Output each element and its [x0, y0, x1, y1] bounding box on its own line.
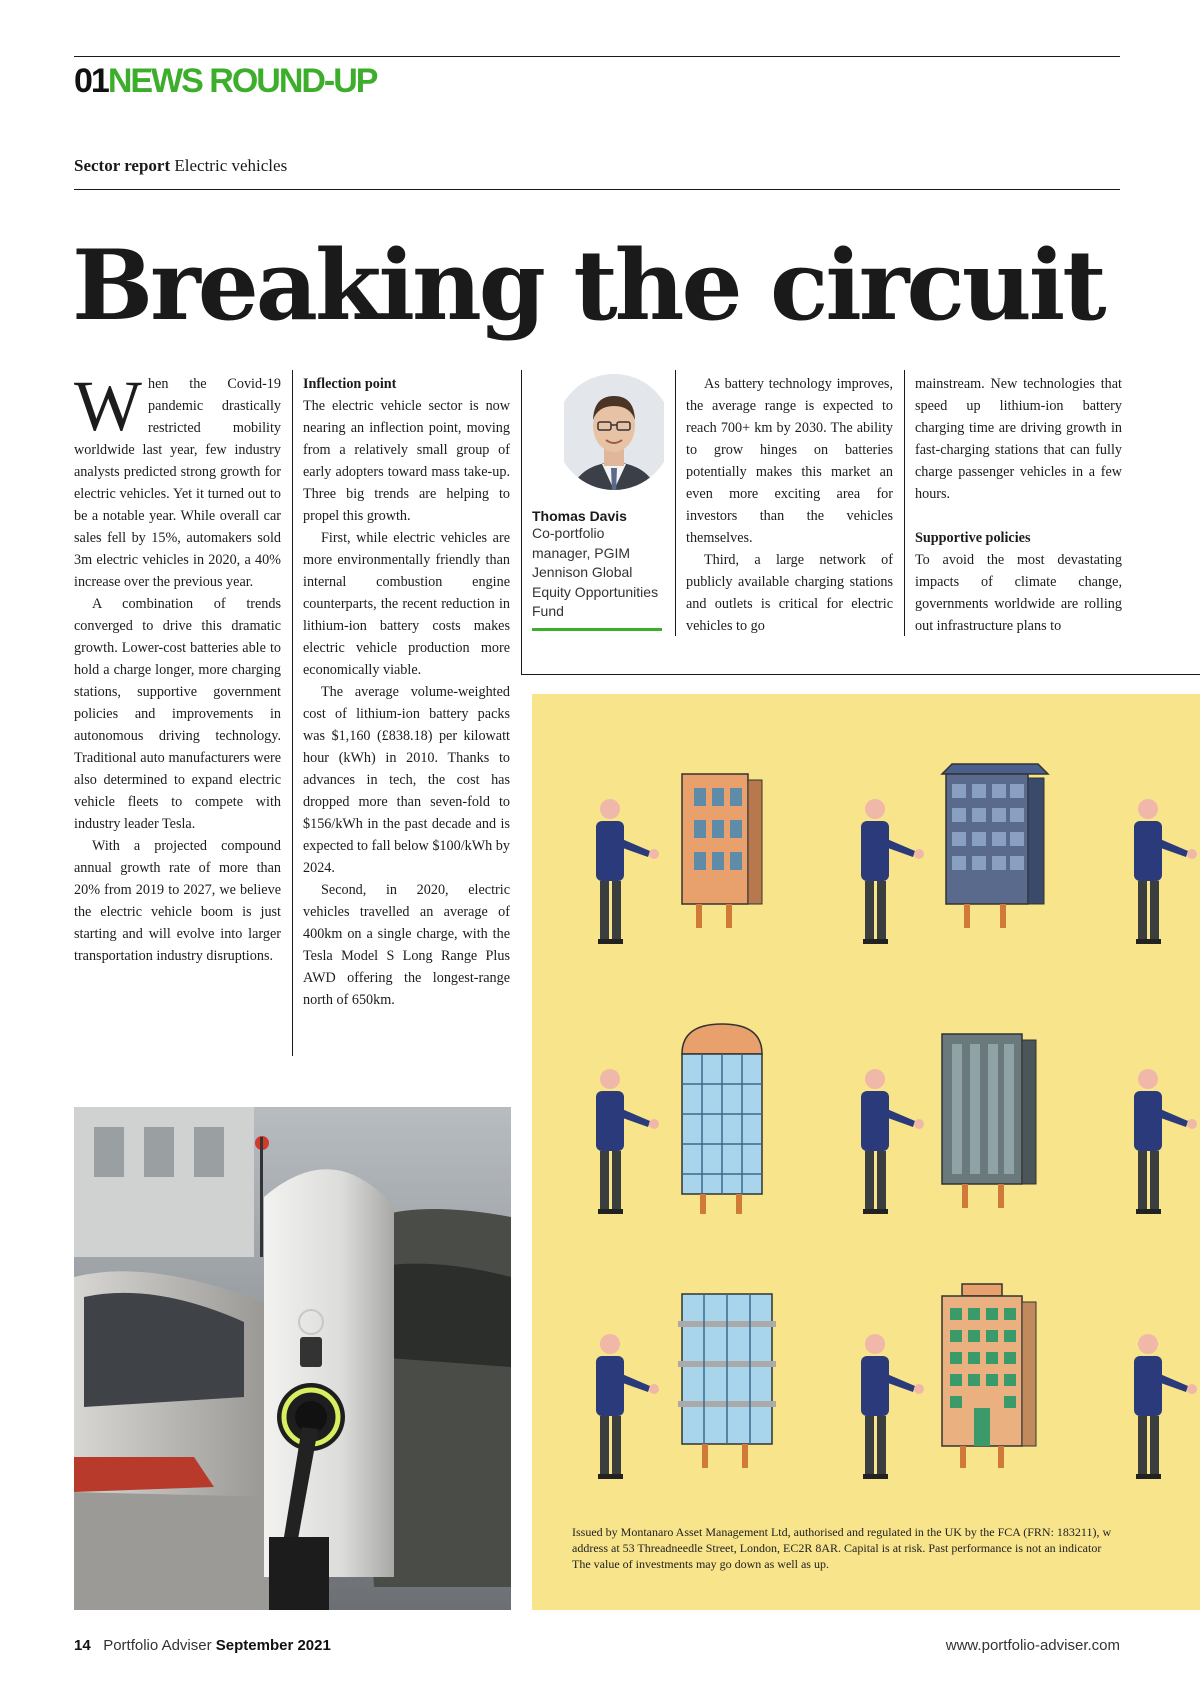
advertisement	[532, 694, 1200, 1610]
author-name: Thomas Davis	[532, 508, 627, 524]
building-4	[942, 1034, 1036, 1208]
page-number: 14	[74, 1637, 91, 1654]
ad-disclaimer-line-2: address at 53 Threadneedle Street, London, EC2R 8AR. Capital is at risk. Past performance is not an indicator	[572, 1541, 1102, 1555]
author-accent-bar	[532, 628, 662, 631]
kicker-bold: Sector report	[74, 156, 171, 175]
col2-heading: Inflection point	[303, 376, 397, 392]
col1-paragraph-3: With a projected compound annual growth rate of more than 20% from 2019 to 2027, we believe the electric vehicle boom is just starting and will evolve into larger transportation industry disruptions.	[74, 838, 281, 964]
building-3	[682, 1024, 762, 1214]
col4-paragraph-2: To avoid the most devastating impacts of climate change, governments worldwide are rolling out infrastructure plans to	[915, 552, 1122, 634]
article-column-3	[686, 373, 893, 637]
column-divider-1	[292, 370, 293, 1056]
author-role: Co-portfolio manager, PGIM Jennison Global Equity Opportunities Fund	[532, 525, 659, 619]
col2-paragraph-4: Second, in 2020, electric vehicles travelled an average of 400km on a single charge, with the Tesla Model S Long Range Plus AWD offering the longest-range north of 650km.	[303, 882, 510, 1008]
section-number: 01	[74, 62, 108, 100]
drop-cap: W	[74, 366, 142, 446]
col2-paragraph-1: The electric vehicle sector is now nearing an inflection point, moving from a relatively small group of early adopters toward mass take-up. Three big trends are helping to propel this growth.	[303, 398, 510, 524]
top-rule	[74, 56, 1120, 57]
kicker-rule	[74, 189, 1120, 190]
author-portrait	[564, 370, 664, 500]
ad-disclaimer-line-3: The value of investments may go down as well as up.	[572, 1557, 829, 1571]
col3-paragraph-2: Third, a large network of publicly available charging stations and outlets is critical for electric vehicles to go	[686, 552, 893, 634]
building-2	[942, 764, 1048, 928]
col4-paragraph-1: mainstream. New technologies that speed up lithium-ion battery charging time are driving growth in fast-charging stations that can fully charge passenger vehicles in a few hours.	[915, 376, 1122, 502]
ad-illustration	[532, 694, 1200, 1504]
building-6	[942, 1284, 1036, 1468]
sector-kicker	[74, 156, 287, 176]
col2-paragraph-3: The average volume-weighted cost of lithium-ion battery packs was $1,160 (£838.18) per kilowatt hour (kWh) in 2010. Thanks to advances in tech, the cost has dropped more than seven-fold to $156/kWh in the past decade and is expected to fall below $100/kWh by 2024.	[303, 684, 510, 876]
building-5	[678, 1294, 776, 1468]
page-footer-left	[74, 1637, 331, 1654]
article-column-2	[303, 373, 510, 1011]
publication-name: Portfolio Adviser	[103, 1637, 212, 1654]
ad-disclaimer	[572, 1524, 1111, 1572]
col4-heading: Supportive policies	[915, 530, 1031, 546]
author-info	[532, 508, 664, 631]
col1-paragraph-2: A combination of trends converged to drive this dramatic growth. Lower-cost batteries able to hold a charge longer, more charging stations, supportive government policies and improvements in autonomous driving technology. Traditional auto manufacturers were also determined to expand electric vehicle fleets to compete with industry leader Tesla.	[74, 596, 281, 832]
headline: Breaking the circuit	[72, 229, 1104, 342]
issue-date: September 2021	[215, 1637, 331, 1654]
column-divider-4	[904, 370, 905, 636]
ad-top-rule	[521, 674, 1200, 675]
section-label: NEWS ROUND-UP	[107, 62, 377, 100]
ev-charger-photo	[74, 1107, 511, 1610]
page-footer-url[interactable]: www.portfolio-adviser.com	[945, 1637, 1120, 1654]
article-column-1	[74, 366, 281, 967]
article-column-4	[915, 373, 1122, 637]
col2-paragraph-2: First, while electric vehicles are more environmentally friendly than internal combustion engine counterparts, the recent reduction in lithium-ion battery costs makes electric vehicle production more economically viable.	[303, 530, 510, 678]
column-divider-2	[521, 370, 522, 674]
ad-disclaimer-line-1: Issued by Montanaro Asset Management Ltd, authorised and regulated in the UK by the FCA (FRN: 183211), w	[572, 1525, 1112, 1539]
col3-paragraph-1: As battery technology improves, the average range is expected to reach 700+ km by 2030. The ability to grow hinges on batteries potentially makes this market an even more exciting area for investors than the vehicles themselves.	[686, 376, 893, 546]
building-1	[682, 774, 762, 928]
column-divider-3	[675, 370, 676, 636]
section-header	[74, 62, 377, 101]
col1-paragraph-1: hen the Covid-19 pandemic drastically restricted mobility worldwide last year, few industry analysts predicted strong growth for electric vehicles. Yet it turned out to be a notable year. While overall car sales fell by 15%, automakers sold 3m electric vehicles in 2020, a 40% increase over the previous year.	[74, 376, 281, 590]
kicker-text: Electric vehicles	[174, 156, 288, 175]
